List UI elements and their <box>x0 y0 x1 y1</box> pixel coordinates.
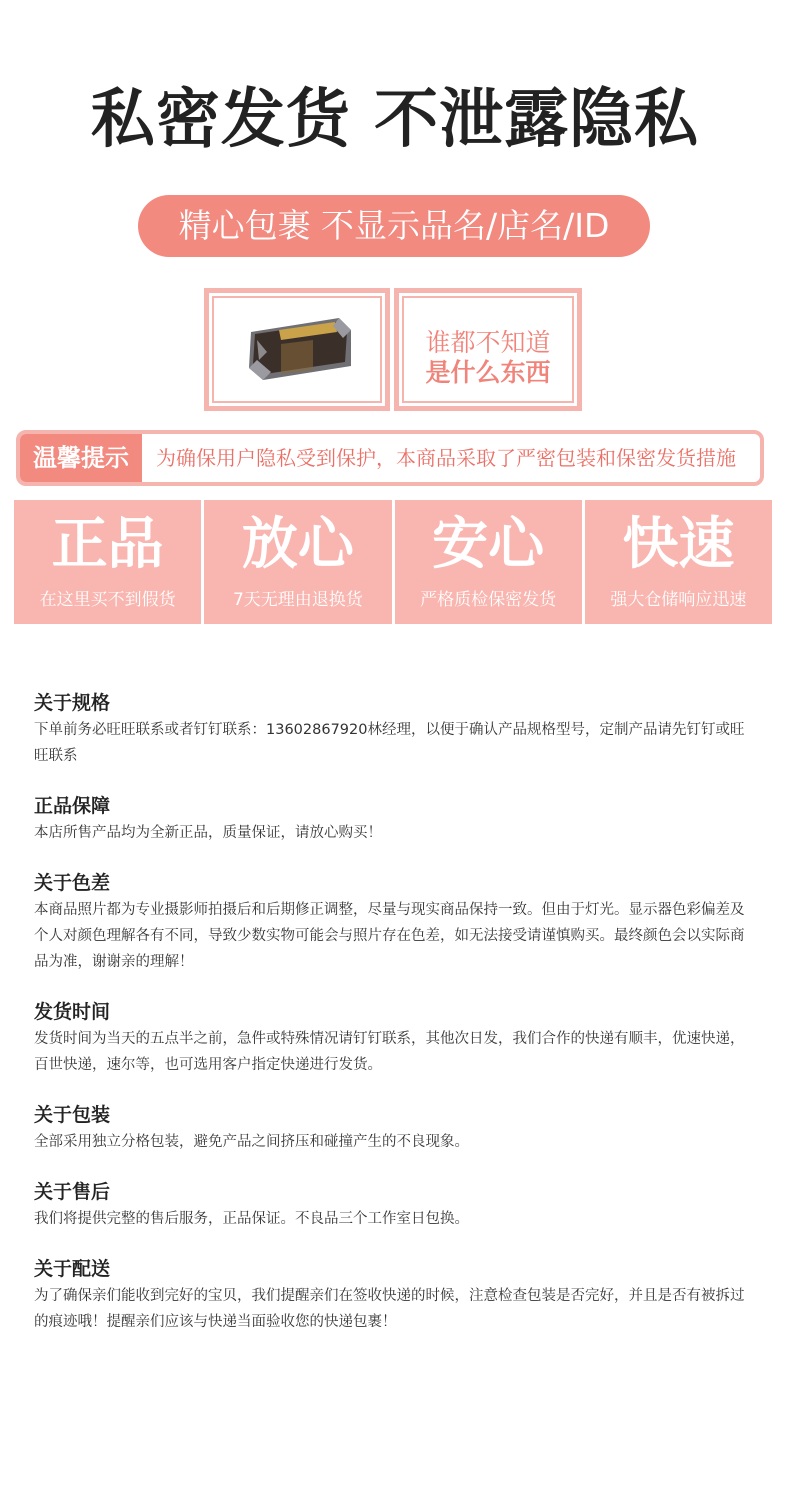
section-packaging <box>34 1102 756 1155</box>
section-body: 全部采用独立分格包装，避免产品之间挤压和碰撞产生的不良现象。 <box>34 1134 469 1150</box>
feature-fast <box>585 500 772 624</box>
package-image-box <box>204 288 390 411</box>
feature-genuine <box>14 500 201 624</box>
feature-title: 安心 <box>432 512 545 577</box>
section-title: 关于配送 <box>34 1258 111 1280</box>
warm-tip-bar <box>16 430 764 486</box>
feature-title: 快速 <box>622 512 735 577</box>
package-image <box>243 310 355 384</box>
feature-caption: 严格质检保密发货 <box>420 590 557 610</box>
info-sections <box>34 690 756 1359</box>
feature-assured <box>204 500 391 624</box>
section-body: 发货时间为当天的五点半之前，急件或特殊情况请钉钉联系，其他次日发，我们合作的快递有顺丰，优速快递，百世快递，速尔等，也可选用客户指定快递进行发货。 <box>34 1031 745 1073</box>
section-body: 我们将提供完整的售后服务，正品保证。不良品三个工作室日包换。 <box>34 1211 469 1227</box>
section-color <box>34 870 756 975</box>
section-after-sales <box>34 1179 756 1232</box>
mystery-text-box <box>394 288 582 411</box>
section-delivery <box>34 1256 756 1335</box>
section-title: 正品保障 <box>34 795 111 817</box>
section-body: 下单前务必旺旺联系或者钉钉联系：13602867920林经理，以便于确认产品规格型号，定制产品请先钉钉或旺旺联系 <box>34 722 745 764</box>
section-body: 为了确保亲们能收到完好的宝贝，我们提醒亲们在签收快递的时候，注意检查包装是否完好，并且是否有被拆过的痕迹哦！提醒亲们应该与快递当面验收您的快递包裹！ <box>34 1288 745 1330</box>
feature-title: 正品 <box>51 512 164 577</box>
feature-safe <box>395 500 582 624</box>
mystery-line-1: 谁都不知道 <box>425 328 551 357</box>
warm-tip-text: 为确保用户隐私受到保护，本商品采取了严密包装和保密发货措施 <box>156 446 736 470</box>
feature-caption: 强大仓储响应迅速 <box>610 590 747 610</box>
feature-strip <box>14 500 772 624</box>
section-genuine <box>34 793 756 846</box>
warm-tip-label: 温馨提示 <box>20 434 142 482</box>
section-title: 关于包装 <box>34 1104 111 1126</box>
feature-title: 放心 <box>241 512 354 577</box>
section-title: 发货时间 <box>34 1001 111 1023</box>
section-title: 关于售后 <box>34 1181 111 1203</box>
subtitle-banner: 精心包裹 不显示品名/店名/ID <box>138 195 650 257</box>
page-headline: 私密发货 不泄露隐私 <box>90 83 700 157</box>
section-body: 本商品照片都为专业摄影师拍摄后和后期修正调整，尽量与现实商品保持一致。但由于灯光。显示器色彩偏差及个人对颜色理解各有不同，导致少数实物可能会与照片存在色差，如无法接受请谨慎购买。最终颜色会以实际商品为准，谢谢亲的理解！ <box>34 902 745 970</box>
section-title: 关于色差 <box>34 872 111 894</box>
feature-caption: 7天无理由退换货 <box>232 590 363 610</box>
section-shipping-time <box>34 999 756 1078</box>
section-title: 关于规格 <box>34 692 111 714</box>
section-body: 本店所售产品均为全新正品，质量保证，请放心购买！ <box>34 825 382 841</box>
section-specs <box>34 690 756 769</box>
feature-caption: 在这里买不到假货 <box>39 590 176 610</box>
mystery-line-2: 是什么东西 <box>425 358 551 387</box>
